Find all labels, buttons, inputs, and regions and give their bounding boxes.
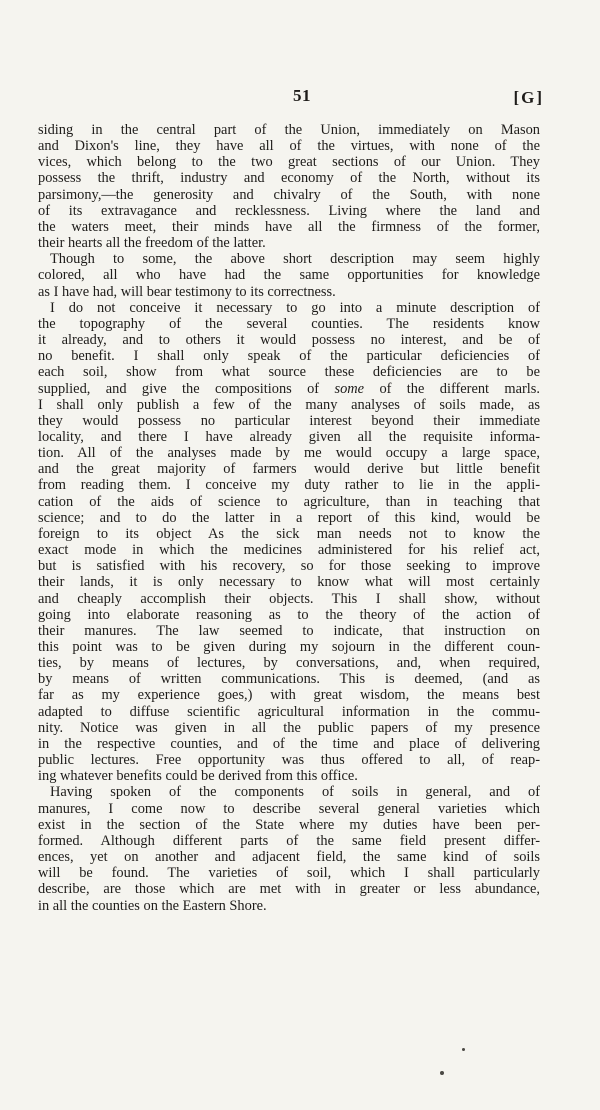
- text-line: and cheaply accomplish their objects. This I shall show, without: [38, 590, 540, 607]
- body-text: [38, 122, 540, 914]
- text-line: parsimony,—the generosity and chivalry of the South, with none: [38, 186, 540, 203]
- text-line: exist in the section of the State where my duties have been per-: [38, 816, 540, 833]
- text-line: by means of written communications. This is deemed, (and as: [38, 671, 540, 688]
- text-line: science; and to do the latter in a report of this kind, would be: [38, 509, 540, 526]
- text-line: ing whatever benefits could be derived from this office.: [38, 768, 358, 785]
- text-line: the waters meet, their minds have all the firmness of the former,: [38, 218, 540, 235]
- text-line: possess the thrift, industry and economy of the North, without its: [38, 170, 540, 187]
- text-line: manures, I come now to describe several general varieties which: [38, 800, 540, 817]
- line-start: supplied, and give the compositions of: [38, 380, 320, 397]
- text-line: going into elaborate reasoning as to the theory of the action of: [38, 606, 540, 623]
- text-line: as I have had, will bear testimony to its correctness.: [38, 283, 336, 300]
- text-line: adapted to diffuse scientific agricultural information in the commu-: [38, 703, 540, 720]
- text-line: their hearts all the freedom of the latter.: [38, 235, 266, 252]
- text-line: far as my experience goes,) with great wisdom, the means best: [38, 687, 540, 704]
- text-line: from reading them. I conceive my duty rather to lie in the appli-: [38, 477, 540, 494]
- text-line: will be found. The varieties of soil, which I shall particularly: [38, 865, 540, 882]
- text-line: public lectures. Free opportunity was thus offered to all, of reap-: [38, 752, 540, 769]
- text-line: siding in the central part of the Union, immediately on Mason: [38, 122, 540, 138]
- text-line: ences, yet on another and adjacent field, the same kind of soils: [38, 849, 540, 866]
- text-line: ties, by means of lectures, by conversations, and, when required,: [38, 655, 540, 672]
- paragraph: [38, 300, 540, 785]
- paragraph: [38, 784, 540, 913]
- page-number: 51: [293, 86, 311, 105]
- text-line: nity. Notice was given in all the public papers of my presence: [38, 719, 540, 736]
- text-line: cation of the aids of science to agriculture, than in teaching that: [38, 493, 540, 510]
- text-line: each soil, show from what source these deficiencies are to be: [38, 364, 540, 381]
- paragraph: [38, 251, 540, 299]
- text-line: in all the counties on the Eastern Shore.: [38, 897, 267, 914]
- text-line: they would possess no particular interest beyond their immediate: [38, 412, 540, 429]
- text-line: locality, and there I have already given all the requisite informa-: [38, 428, 540, 445]
- text-line: Though to some, the above short description may seem highly: [50, 251, 540, 268]
- line-end: of the different marls.: [379, 380, 540, 397]
- text-line: colored, all who have had the same opportunities for knowledge: [38, 267, 540, 284]
- signature-mark: [G]: [513, 88, 544, 107]
- paragraph: [38, 122, 540, 251]
- text-line: Having spoken of the components of soils in general, and of: [50, 784, 540, 801]
- emphasized-word: some: [334, 380, 365, 397]
- text-line-with-emphasis: [38, 381, 540, 397]
- print-speck: [440, 1071, 444, 1075]
- text-line: formed. Although different parts of the same field present differ-: [38, 832, 540, 849]
- text-line: and Dixon's line, they have all of the virtues, with none of the: [38, 138, 540, 155]
- text-line: it already, and to others it would possess no interest, and be of: [38, 332, 540, 349]
- text-line: this point was to be given during my sojourn in the different coun-: [38, 639, 540, 655]
- text-line: but is satisfied with his recovery, so for those seeking to improve: [38, 558, 540, 575]
- text-line: of its extravagance and recklessness. Living where the land and: [38, 202, 540, 219]
- print-speck: [462, 1048, 465, 1051]
- text-line: and the great majority of farmers would derive but little benefit: [38, 461, 540, 478]
- text-line: I do not conceive it necessary to go into a minute description of: [50, 299, 540, 316]
- text-line: in the respective counties, and of the time and place of delivering: [38, 735, 540, 752]
- page-header: [0, 86, 600, 110]
- text-line: their lands, it is only necessary to know what will most certainly: [38, 574, 540, 591]
- text-line: the topography of the several counties. The residents know: [38, 315, 540, 332]
- text-line: their manures. The law seemed to indicate, that instruction on: [38, 622, 540, 639]
- text-line: exact mode in which the medicines administered for his relief act,: [38, 542, 540, 559]
- text-line: describe, are those which are met with in greater or less abundance,: [38, 881, 540, 898]
- text-line: tion. All of the analyses made by me would occupy a large space,: [38, 445, 540, 462]
- text-line: no benefit. I shall only speak of the particular deficiencies of: [38, 348, 540, 365]
- text-line: vices, which belong to the two great sections of our Union. They: [38, 154, 540, 171]
- text-line: foreign to its object As the sick man needs not to know the: [38, 525, 540, 542]
- text-line: I shall only publish a few of the many analyses of soils made, as: [38, 396, 540, 413]
